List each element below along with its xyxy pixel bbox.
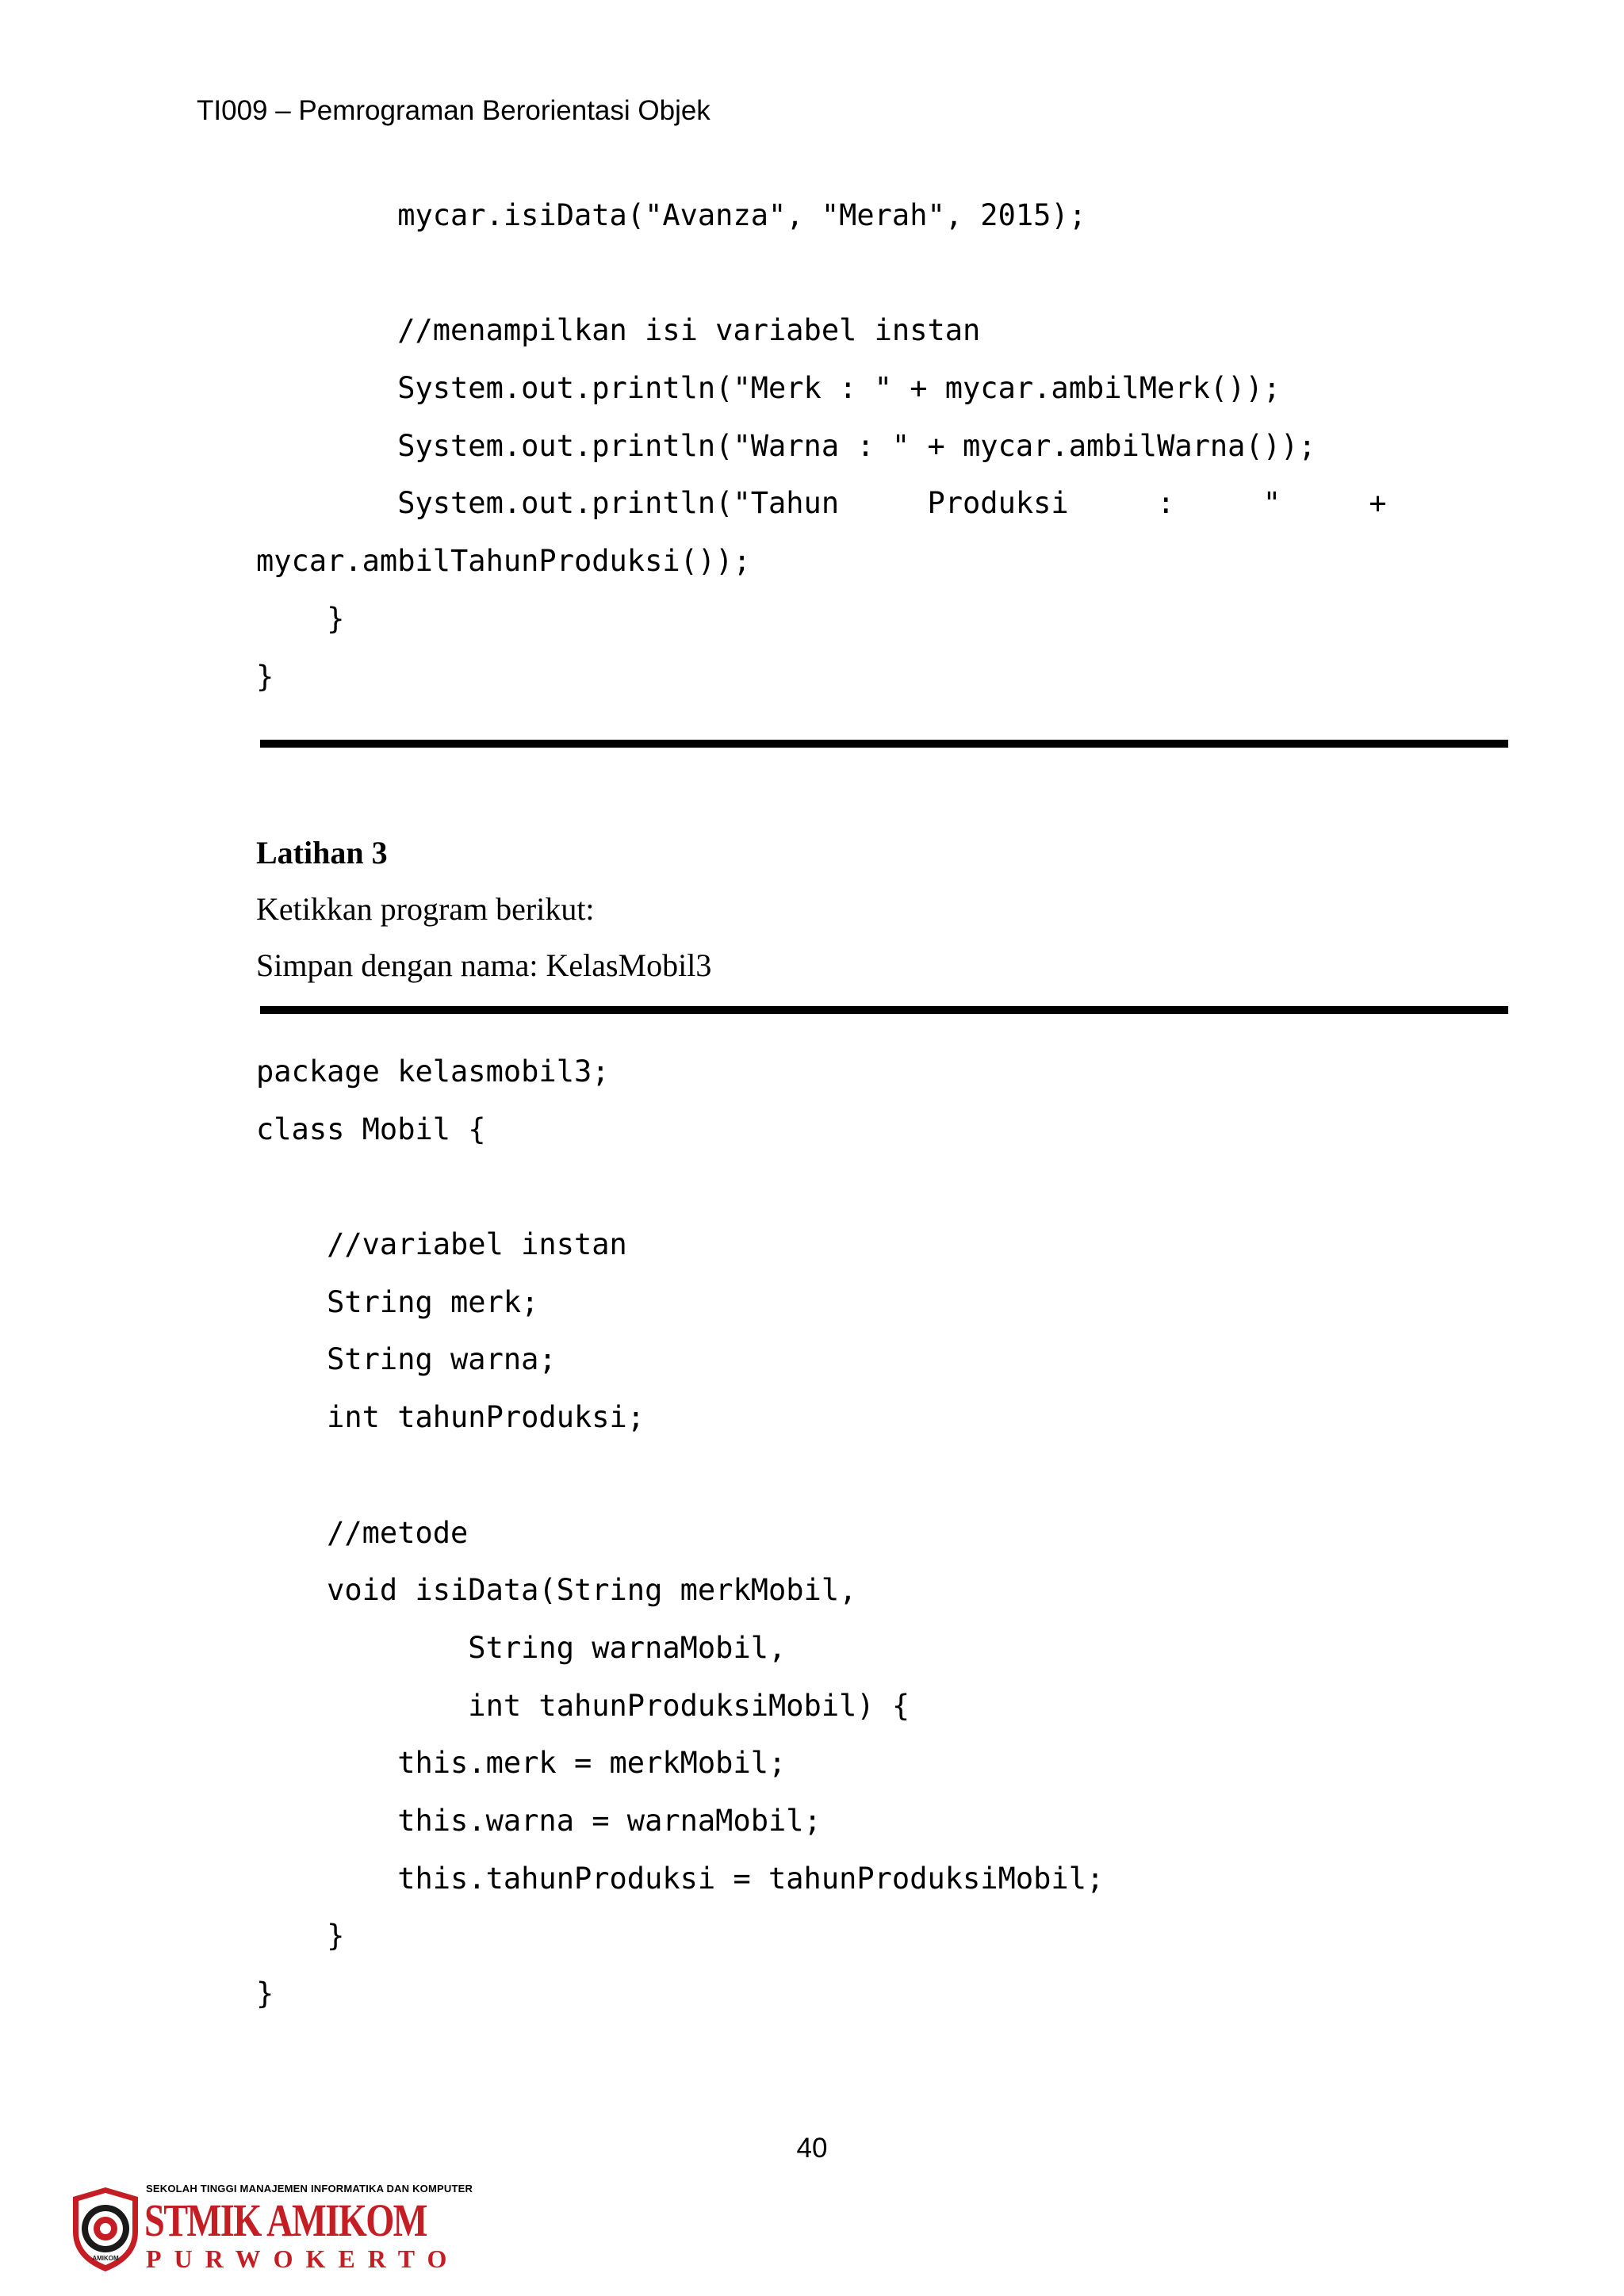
code-listing-top xyxy=(256,187,1387,706)
exercise-section xyxy=(256,825,711,993)
exercise-save-as: Simpan dengan nama: KelasMobil3 xyxy=(256,947,712,983)
exercise-instruction: Ketikkan program berikut: xyxy=(256,891,595,927)
svg-text:AMIKOM: AMIKOM xyxy=(92,2255,119,2262)
code-line: class Mobil { xyxy=(256,1112,486,1146)
code-listing-bottom xyxy=(256,1043,1104,2023)
code-line: } xyxy=(256,601,345,636)
code-line: mycar.isiData("Avanza", "Merah", 2015); xyxy=(256,198,1086,232)
logo-subtitle: SEKOLAH TINGGI MANAJEMEN INFORMATIKA DAN KOMPUTER xyxy=(146,2183,473,2195)
horizontal-rule xyxy=(260,1006,1508,1014)
code-line: String warnaMobil, xyxy=(256,1630,787,1665)
code-line: } xyxy=(256,1976,274,2011)
institution-logo xyxy=(70,2176,473,2279)
code-line: System.out.println("Tahun Produksi : " + xyxy=(256,486,1387,521)
code-line: package kelasmobil3; xyxy=(256,1054,610,1089)
code-line: void isiData(String merkMobil, xyxy=(256,1573,857,1608)
code-line: //menampilkan isi variabel instan xyxy=(256,313,981,348)
code-line: this.tahunProduksi = tahunProduksiMobil; xyxy=(256,1861,1105,1896)
code-line xyxy=(256,1158,1104,1216)
code-line: String merk; xyxy=(256,1284,539,1319)
code-line: mycar.ambilTahunProduksi()); xyxy=(256,544,751,579)
code-line: int tahunProduksi; xyxy=(256,1400,645,1435)
code-line: //metode xyxy=(256,1515,469,1550)
code-line: } xyxy=(256,659,274,694)
code-line xyxy=(256,1447,1104,1505)
logo-city: PURWOKERTO xyxy=(146,2244,460,2273)
page-number: 40 xyxy=(796,2133,828,2164)
exercise-title: Latihan 3 xyxy=(256,835,388,871)
code-line: System.out.println("Warna : " + mycar.ambilWarna()); xyxy=(256,428,1316,463)
page-header: TI009 – Pemrograman Berorientasi Objek xyxy=(197,95,710,126)
code-line: //variabel instan xyxy=(256,1227,627,1262)
seal-icon xyxy=(70,2186,141,2273)
horizontal-rule xyxy=(260,740,1508,748)
code-line: int tahunProduksiMobil) { xyxy=(256,1688,910,1723)
code-line: System.out.println("Merk : " + mycar.ambilMerk()); xyxy=(256,371,1281,406)
code-line: this.warna = warnaMobil; xyxy=(256,1803,822,1838)
code-line: this.merk = merkMobil; xyxy=(256,1746,787,1781)
code-line: } xyxy=(256,1919,345,1954)
code-line xyxy=(256,245,1387,303)
logo-name: STMIK AMIKOM xyxy=(144,2195,427,2246)
code-line: String warna; xyxy=(256,1342,557,1377)
